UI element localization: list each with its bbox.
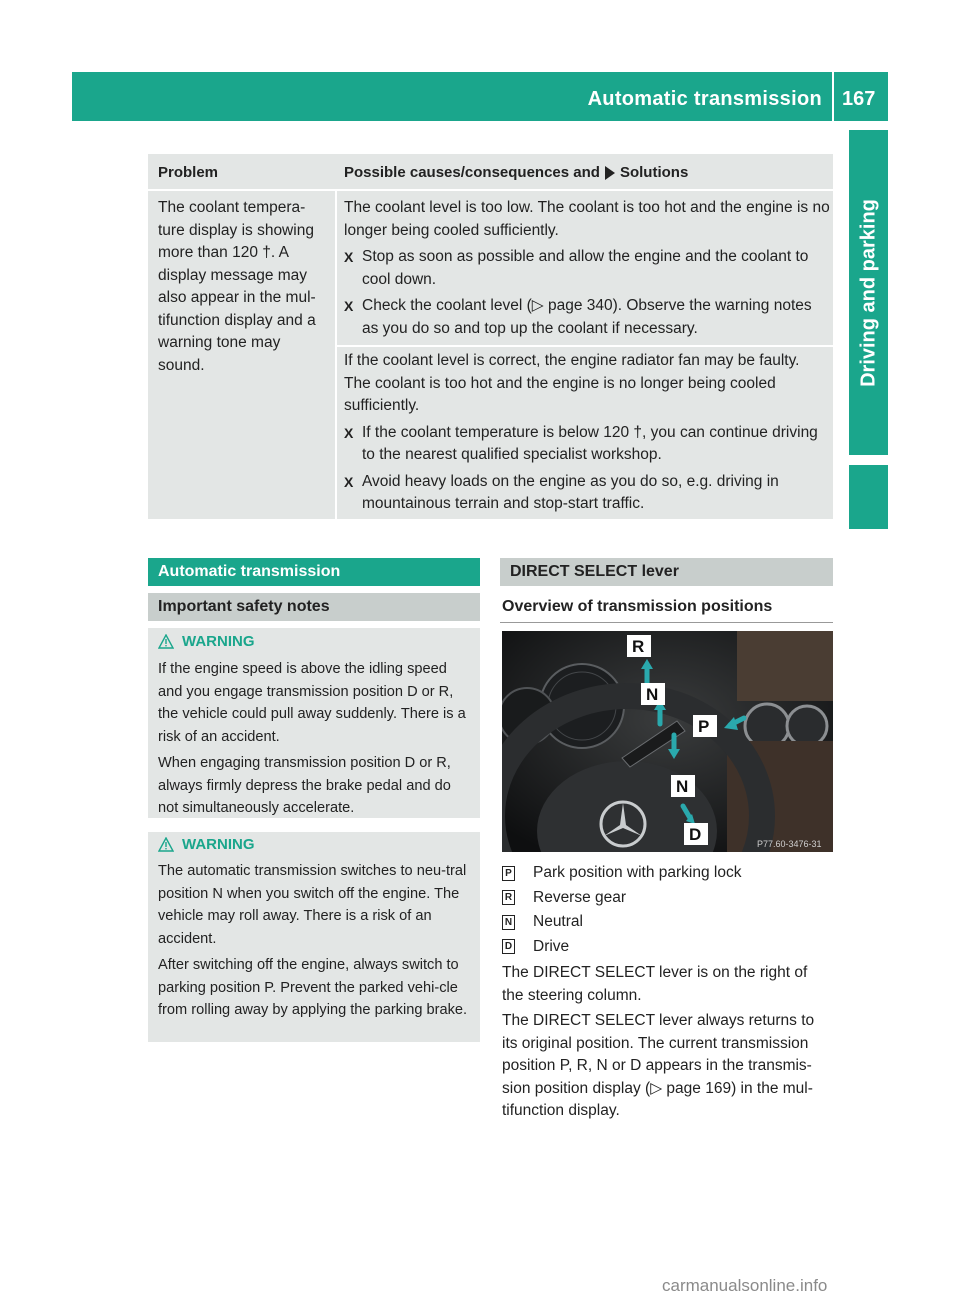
page-number: 167 [842, 88, 876, 110]
step-marker-icon: X [344, 473, 354, 490]
key-d-icon: D [502, 939, 515, 954]
side-marker [849, 465, 888, 529]
warning-heading: WARNING [158, 633, 255, 650]
key-n-icon: N [502, 915, 515, 930]
list-item: N Neutral [502, 910, 832, 935]
step-marker-icon: X [344, 424, 354, 441]
section-title: DIRECT SELECT lever [510, 563, 679, 580]
cause-2 [344, 350, 830, 516]
section-title: Automatic transmission [158, 563, 341, 580]
header-separator [832, 72, 834, 121]
column-header-causes-text: Possible causes/consequences and [344, 164, 600, 181]
legend-list [502, 861, 832, 959]
step-marker-icon: X [344, 298, 354, 314]
key-p-icon: P [502, 866, 515, 881]
column-header-problem: Problem [158, 164, 219, 181]
warning-heading: WARNING [158, 836, 255, 853]
chapter-label: Driving and parking [857, 198, 879, 387]
body-text: The DIRECT SELECT lever is on the right of the steering column. The DIRECT SELECT lever always returns to its original position. The current transmission position P, R, N or D appears in the transmis-sion position display (▷ page 169) in the mul-tifunction display. [502, 964, 815, 1119]
problem-text: The coolant tempera-ture display is showing more than 120 †. A display message may also appear in the mul-tifunction display and a warning tone may sound. [158, 199, 316, 374]
step-marker-icon: X [344, 249, 354, 265]
subsection-title: Important safety notes [158, 598, 330, 615]
position-label-p: P [698, 717, 710, 736]
page-title: Automatic transmission [587, 88, 822, 110]
subsection-title: Overview of transmission positions [502, 598, 773, 615]
cause-1-text: The coolant level is too low. The coolant is too hot and the engine is no longer being cooled sufficiently. [344, 199, 830, 239]
chapter-side-tab [849, 130, 888, 455]
warning-text: If the engine speed is above the idling speed and you engage transmission position D or R, the vehicle could pull away suddenly. There is a risk of an accident. When engaging transmission position D or R, always firmly depress the brake pedal and do not simultaneously accelerate. [158, 661, 466, 816]
column-header-causes [344, 164, 688, 181]
position-label-d: D [689, 825, 702, 844]
arrow-right-icon [605, 166, 615, 180]
cause-2-text: If the coolant level is correct, the engine radiator fan may be faulty. The coolant is too hot and the engine is no longer being cooled sufficiently. [344, 352, 800, 414]
solution-step: X If the coolant temperature is below 120 †, you can continue driving to the nearest qualified specialist workshop. [344, 423, 818, 463]
warning-triangle-icon [158, 837, 174, 852]
list-item: R Reverse gear [502, 886, 832, 911]
warning-triangle-icon [158, 634, 174, 649]
position-label-r: R [632, 637, 645, 656]
watermark: carmanualsonline.info [662, 1276, 828, 1295]
steering-wheel-photo [502, 631, 833, 852]
list-item: P Park position with parking lock [502, 861, 832, 886]
position-label-n: N [676, 777, 689, 796]
warning-text: The automatic transmission switches to neu-tral position N when you switch off the engine. The vehicle may roll away. There is a risk of an accident. After switching off the engine, always switch to parking position P. Prevent the parked vehi-cle from rolling away by applying the parking brake. [158, 863, 468, 1018]
divider [500, 622, 833, 623]
solution-step: X Stop as soon as possible and allow the engine and the coolant to cool down. [344, 248, 809, 288]
list-item: D Drive [502, 935, 832, 960]
image-code: P77.60-3476-31 [757, 839, 822, 849]
column-header-solutions-text: Solutions [619, 164, 689, 181]
solution-step: X Check the coolant level (▷ page 340). Observe the warning notes as you do so and top up the coolant if necessary. [344, 297, 812, 337]
key-r-icon: R [502, 890, 515, 905]
cause-1 [344, 197, 830, 340]
solution-step: X Avoid heavy loads on the engine as you do so, e.g. driving in mountainous terrain and stop-start traffic. [344, 472, 779, 512]
position-label-n: N [646, 685, 659, 704]
